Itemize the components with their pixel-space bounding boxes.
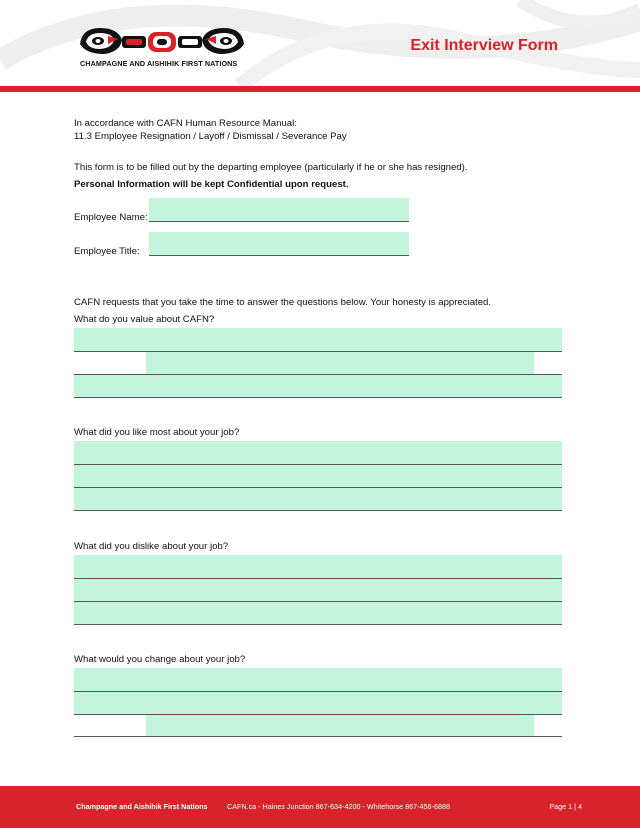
header-red-bar <box>0 86 640 92</box>
employee-name-input[interactable] <box>149 198 409 221</box>
answer-change-line-1[interactable] <box>74 668 562 691</box>
question-value-cafn: What do you value about CAFN? <box>74 314 215 325</box>
answer-dislike-line-2[interactable] <box>74 579 562 601</box>
employee-name-underline <box>149 221 409 222</box>
section-reference: 11.3 Employee Resignation / Layoff / Dismissal / Severance Pay <box>74 131 347 142</box>
answer-underline <box>74 397 562 398</box>
answer-change-line-2[interactable] <box>74 692 562 714</box>
answer-value-cafn-line-2[interactable] <box>146 352 534 374</box>
manual-reference: In accordance with CAFN Human Resource Manual: <box>74 118 297 129</box>
answer-underline <box>74 510 562 511</box>
employee-title-label: Employee Title: <box>74 246 140 257</box>
question-dislike: What did you dislike about your job? <box>74 541 229 552</box>
footer-contact: CAFN.ca - Haines Junction 867-634-4200 - Whitehorse 867-456-6888 <box>227 802 450 811</box>
answer-underline <box>74 624 562 625</box>
answer-value-cafn-line-3[interactable] <box>74 375 562 397</box>
form-title: Exit Interview Form <box>410 37 558 54</box>
confidential-notice: Personal Information will be kept Confidential upon request. <box>74 179 349 190</box>
questions-intro: CAFN requests that you take the time to answer the questions below. Your honesty is appreciated. <box>74 297 492 308</box>
answer-like-most-line-3[interactable] <box>74 488 562 510</box>
org-name: CHAMPAGNE AND AISHIHIK FIRST NATIONS <box>80 59 238 68</box>
page-footer <box>0 786 640 828</box>
answer-like-most-line-2[interactable] <box>74 465 562 487</box>
footer-page-number: Page 1 | 4 <box>549 802 582 811</box>
employee-title-input[interactable] <box>149 232 409 255</box>
employee-name-label: Employee Name: <box>74 212 148 223</box>
form-instruction: This form is to be filled out by the departing employee (particularly if he or she has resigned). <box>74 162 468 173</box>
answer-change-line-3[interactable] <box>146 715 534 736</box>
answer-dislike-line-3[interactable] <box>74 602 562 624</box>
answer-dislike-line-1[interactable] <box>74 555 562 578</box>
employee-title-underline <box>149 255 409 256</box>
question-change: What would you change about your job? <box>74 654 246 665</box>
answer-value-cafn-line-1[interactable] <box>74 328 562 351</box>
answer-underline <box>74 736 562 737</box>
footer-org: Champagne and Aishihik First Nations <box>76 802 208 811</box>
question-like-most: What did you like most about your job? <box>74 427 240 438</box>
page-header <box>0 0 640 92</box>
cafn-logo <box>78 24 246 58</box>
answer-like-most-line-1[interactable] <box>74 441 562 464</box>
